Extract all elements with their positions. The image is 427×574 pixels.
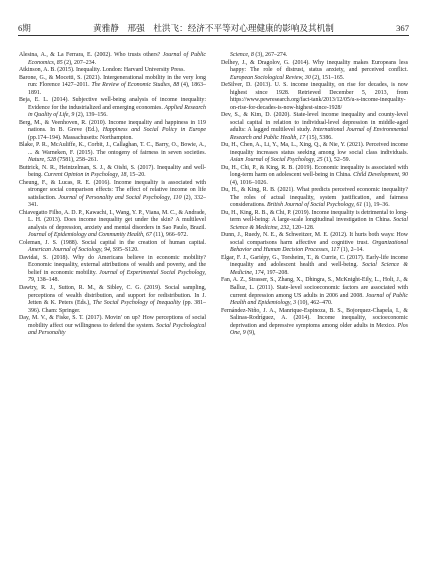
reference-journal: Journal of Epidemiology and Community Health, 67 [28, 232, 152, 239]
reference-text: Cheung, F., & Lucas, R. E. (2016). Income inequality is associated with stronger social comparison effects: The effect of relative income on life satisfaction. [19, 179, 208, 201]
reference-journal: Journal of Public Economics, 85 [28, 52, 206, 66]
reference-text: Davidai, S. (2018). Why do Americans believe in economic mobility? Economic inequality, external attributions of wealth and poverty, and the belief in economic mobility. [19, 254, 208, 276]
reference-text: (1), 52–59. [322, 157, 351, 164]
reference-text: Coleman, J. S. (1988). Social capital in the creation of human capital. [19, 239, 208, 246]
reference-text: Berg, M., & Veenhoven, R. (2010). Income inequality and happiness in 119 nations. In B. Greve (Ed.), [19, 119, 208, 134]
reference-entry [19, 67, 206, 75]
page-number: 367 [396, 23, 409, 33]
reference-journal: American Journal of Sociology, 94 [28, 247, 110, 254]
reference-entry [19, 120, 206, 143]
reference-journal: British Journal of Social Psychology, 61 [266, 202, 363, 209]
reference-text: Atkinson, A. B. (2015). Inequality. London: Harvard University Press. [19, 67, 185, 74]
reference-text: Blake, P. R., McAuliffe, K., Corbit, J., Callaghan, T. C., Barry, O., Bowie, A., ... & Warneken, F. (2015). The ontogeny of fairness in seven societies. [19, 142, 208, 156]
reference-text: Chiavegatto Filho, A. D. P., Kawachi, I., Wang, Y. P., Viana, M. C., & Andrade, L. H. (2013). Does income inequality get under the skin? A multilevel analysis of depression, anxiety and mental disorders in Sao Paulo, Brazil. [19, 209, 208, 231]
reference-journal: Applied Research in Quality of Life, 9 [28, 104, 206, 119]
reference-text: (2), 139–156. [74, 112, 108, 119]
reference-journal: European Sociological Review, 30 [230, 74, 311, 81]
issue-number: 6期 [18, 23, 31, 33]
references-left-column [19, 52, 206, 338]
reference-text: Dawtry, R. J., Sutton, R. M., & Sibley, C. G. (2019). Social sampling, perceptions of wealth distribution, and support for redistribution. In J. Jetten & K. Peters (Eds.), [19, 284, 208, 307]
reference-text: Delhey, J., & Dragolov, G. (2014). Why inequality makes Europeans less happy: The role of distrust, status anxiety, and perceived conflict. [221, 59, 410, 74]
reference-text: Dunn, J., Ruedy, N. E., & Schweitzer, M. E. (2012). It hurts both ways: How social comparisons harm affective and cognitive trust. [221, 232, 410, 246]
reference-text: , 197–208. [263, 269, 289, 276]
reference-entry [221, 308, 408, 338]
reference-entry [221, 60, 408, 83]
running-header [18, 21, 409, 36]
reference-entry [19, 315, 206, 338]
reference-entry [221, 277, 408, 307]
reference-text: (2), 151–165. [310, 74, 345, 81]
reference-entry [221, 142, 408, 165]
reference-journal: Happiness and Social Policy in Europe [102, 127, 207, 134]
reference-continuation [221, 52, 408, 60]
reference-text: Dev, S., & Kim, D. (2020). State-level income inequality and county-level social capital in relation to individual-level depression in middle-aged adults: A lagged multilevel study. [221, 112, 410, 134]
reference-text: DeSilver, D. (2013). U. S. income inequality, on rise for decades, is now highest since 1928. Retrieved December 5, 2013, from https://www.pewresearch.org/fact-tank/2013/12/05/u-s-income-inequality-on-rise-for-decades-is-now-highest-since-1928/ [221, 82, 410, 111]
reference-entry [19, 75, 206, 98]
reference-entry [19, 97, 206, 120]
reference-text: , S95–S120. [109, 247, 139, 254]
reference-entry [19, 285, 206, 315]
reference-journal: International Journal of Environmental Research and Public Health, 17 [230, 127, 409, 141]
reference-text: (15), 5386. [305, 134, 333, 141]
reference-entry [19, 255, 206, 285]
reference-journal: Current Opinion in Psychology, 18 [44, 172, 127, 179]
reference-text: Du, H., King, R. B., & Chi, P. (2019). Income inequality is detrimental to long-term well-being: A large-scale longitudinal investigation in China. [221, 209, 408, 224]
reference-text: (4), 1016–1026. [230, 172, 410, 186]
reference-text: (pp.174–194). Massachusetts: Northampton. [28, 127, 208, 141]
reference-text: Beja, E. L. (2014). Subjective well-being analysis of income inequality: Evidence for the industrialized and emerging economies. [19, 97, 208, 111]
reference-entry [19, 210, 206, 240]
reference-text: , 138–148. [33, 277, 59, 284]
reference-journal: Child Development, 90 [353, 172, 408, 179]
reference-text: (10), 462–470. [296, 300, 333, 307]
reference-journal: Journal of Public Health and Epidemiology, 3 [230, 292, 409, 307]
reference-entry [221, 255, 408, 278]
reference-text: Buttrick, N. R., Heintzelman, S. J., & Oishi, S. (2017). Inequality and well-being. [19, 164, 206, 179]
reference-entry [221, 82, 408, 112]
reference-entry [221, 187, 408, 210]
reference-text: (2), 332–341. [28, 194, 206, 209]
reference-text: Barone, G., & Mocetti, S. (2021). Intergenerational mobility in the very long run: Florence 1427–2011. [19, 74, 208, 89]
reference-text: (2), 207–234. [62, 59, 97, 66]
reference-entry [221, 210, 408, 233]
reference-entry [19, 52, 206, 67]
reference-text: (3), 267–274. [253, 52, 288, 58]
reference-text: Alesina, A., & La Ferrara, E. (2002). Who trusts others? [19, 52, 163, 58]
reference-journal: Social Science & Medicine, 174 [230, 262, 408, 276]
reference-journal: The Review of Economic Studies, 88 [91, 82, 180, 89]
reference-journal: Plos One, 9 [230, 322, 408, 337]
reference-entry [221, 112, 408, 142]
reference-journal: Organizational Behavior and Human Decision Processes, 117 [230, 239, 408, 254]
reference-entry [19, 165, 206, 180]
reference-text: Du, H., Chi, P., & King, R. B. (2019). Economic inequality is associated with long-term harm on adolescent well-being in China. [221, 164, 410, 179]
reference-entry [221, 232, 408, 255]
reference-entry [221, 165, 408, 188]
reference-text: Du, H., Chen, A., Li, Y., Ma, L., Xing, Q., & Nie, Y. (2021). Perceived income inequality increases status seeking among low social class individuals. [221, 142, 410, 156]
reference-journal: Social Science & Medicine, 232 [230, 217, 408, 231]
reference-text: (1), 2–14. [339, 247, 364, 254]
reference-journal: Nature, 528 [28, 157, 56, 164]
reference-entry [19, 180, 206, 210]
reference-journal: Social Psychological and Personality [28, 322, 206, 337]
reference-text: Fernández-Niño, J. A., Manrique-Espinoza, B. S., Bojorquez-Chapela, I., & Salinas-Rodríguez, A. (2014). Income inequality, socioeconomic deprivation and depressive symptoms among older adults in Mexico. [221, 307, 410, 329]
reference-journal: Science, 8 [230, 52, 254, 58]
reference-entry [19, 240, 206, 255]
reference-text: Elgar, F. J., Gariépy, G., Torsheim, T., & Currie, C. (2017). Early-life income inequality and adolescent health and well-being. [221, 254, 410, 269]
reference-journal: Asian Journal of Social Psychology, 25 [230, 157, 323, 164]
reference-text: , 120–128. [289, 224, 315, 231]
reference-text: , 15–20. [126, 172, 146, 179]
reference-journal: Journal of Personality and Social Psychology, 110 [58, 194, 182, 201]
reference-text: (1), 19–36. [362, 202, 390, 209]
references-right-column [221, 52, 408, 338]
reference-journal: Journal of Experimental Social Psychology, 79 [28, 269, 206, 284]
reference-journal: The Social Psychology of Inequality [92, 300, 181, 307]
reference-text: Day, M. V., & Fiske, S. T. (2017). Movin' on up? How perceptions of social mobility affect our willingness to defend the system. [19, 315, 208, 329]
reference-text: (9), [245, 330, 256, 337]
reference-entry [19, 142, 206, 165]
reference-text: Fan, A. Z., Strasser, S., Zhang, X., Dhingra, S., McKnight-Eily, L., Holt, J., & Balluz, L. (2011). State-level socioeconomic factors are associated with current depression among US adults in 2006 and 2008. [221, 277, 410, 299]
reference-text: (pp. 381–396). Cham: Springer. [28, 300, 206, 314]
reference-text: (7581), 258–261. [55, 157, 99, 164]
reference-text: (4), 1863–1891. [28, 82, 206, 96]
article-running-title: 黄雅静 邢强 杜洪飞：经济不平等对心理健康的影响及其机制 [93, 23, 334, 33]
reference-text: Du, H., & King, R. B. (2021). What predicts perceived economic inequality? The roles of actual inequality, system justification, and fairness considerations. [221, 187, 410, 209]
reference-text: (11), 966–972. [151, 232, 188, 239]
